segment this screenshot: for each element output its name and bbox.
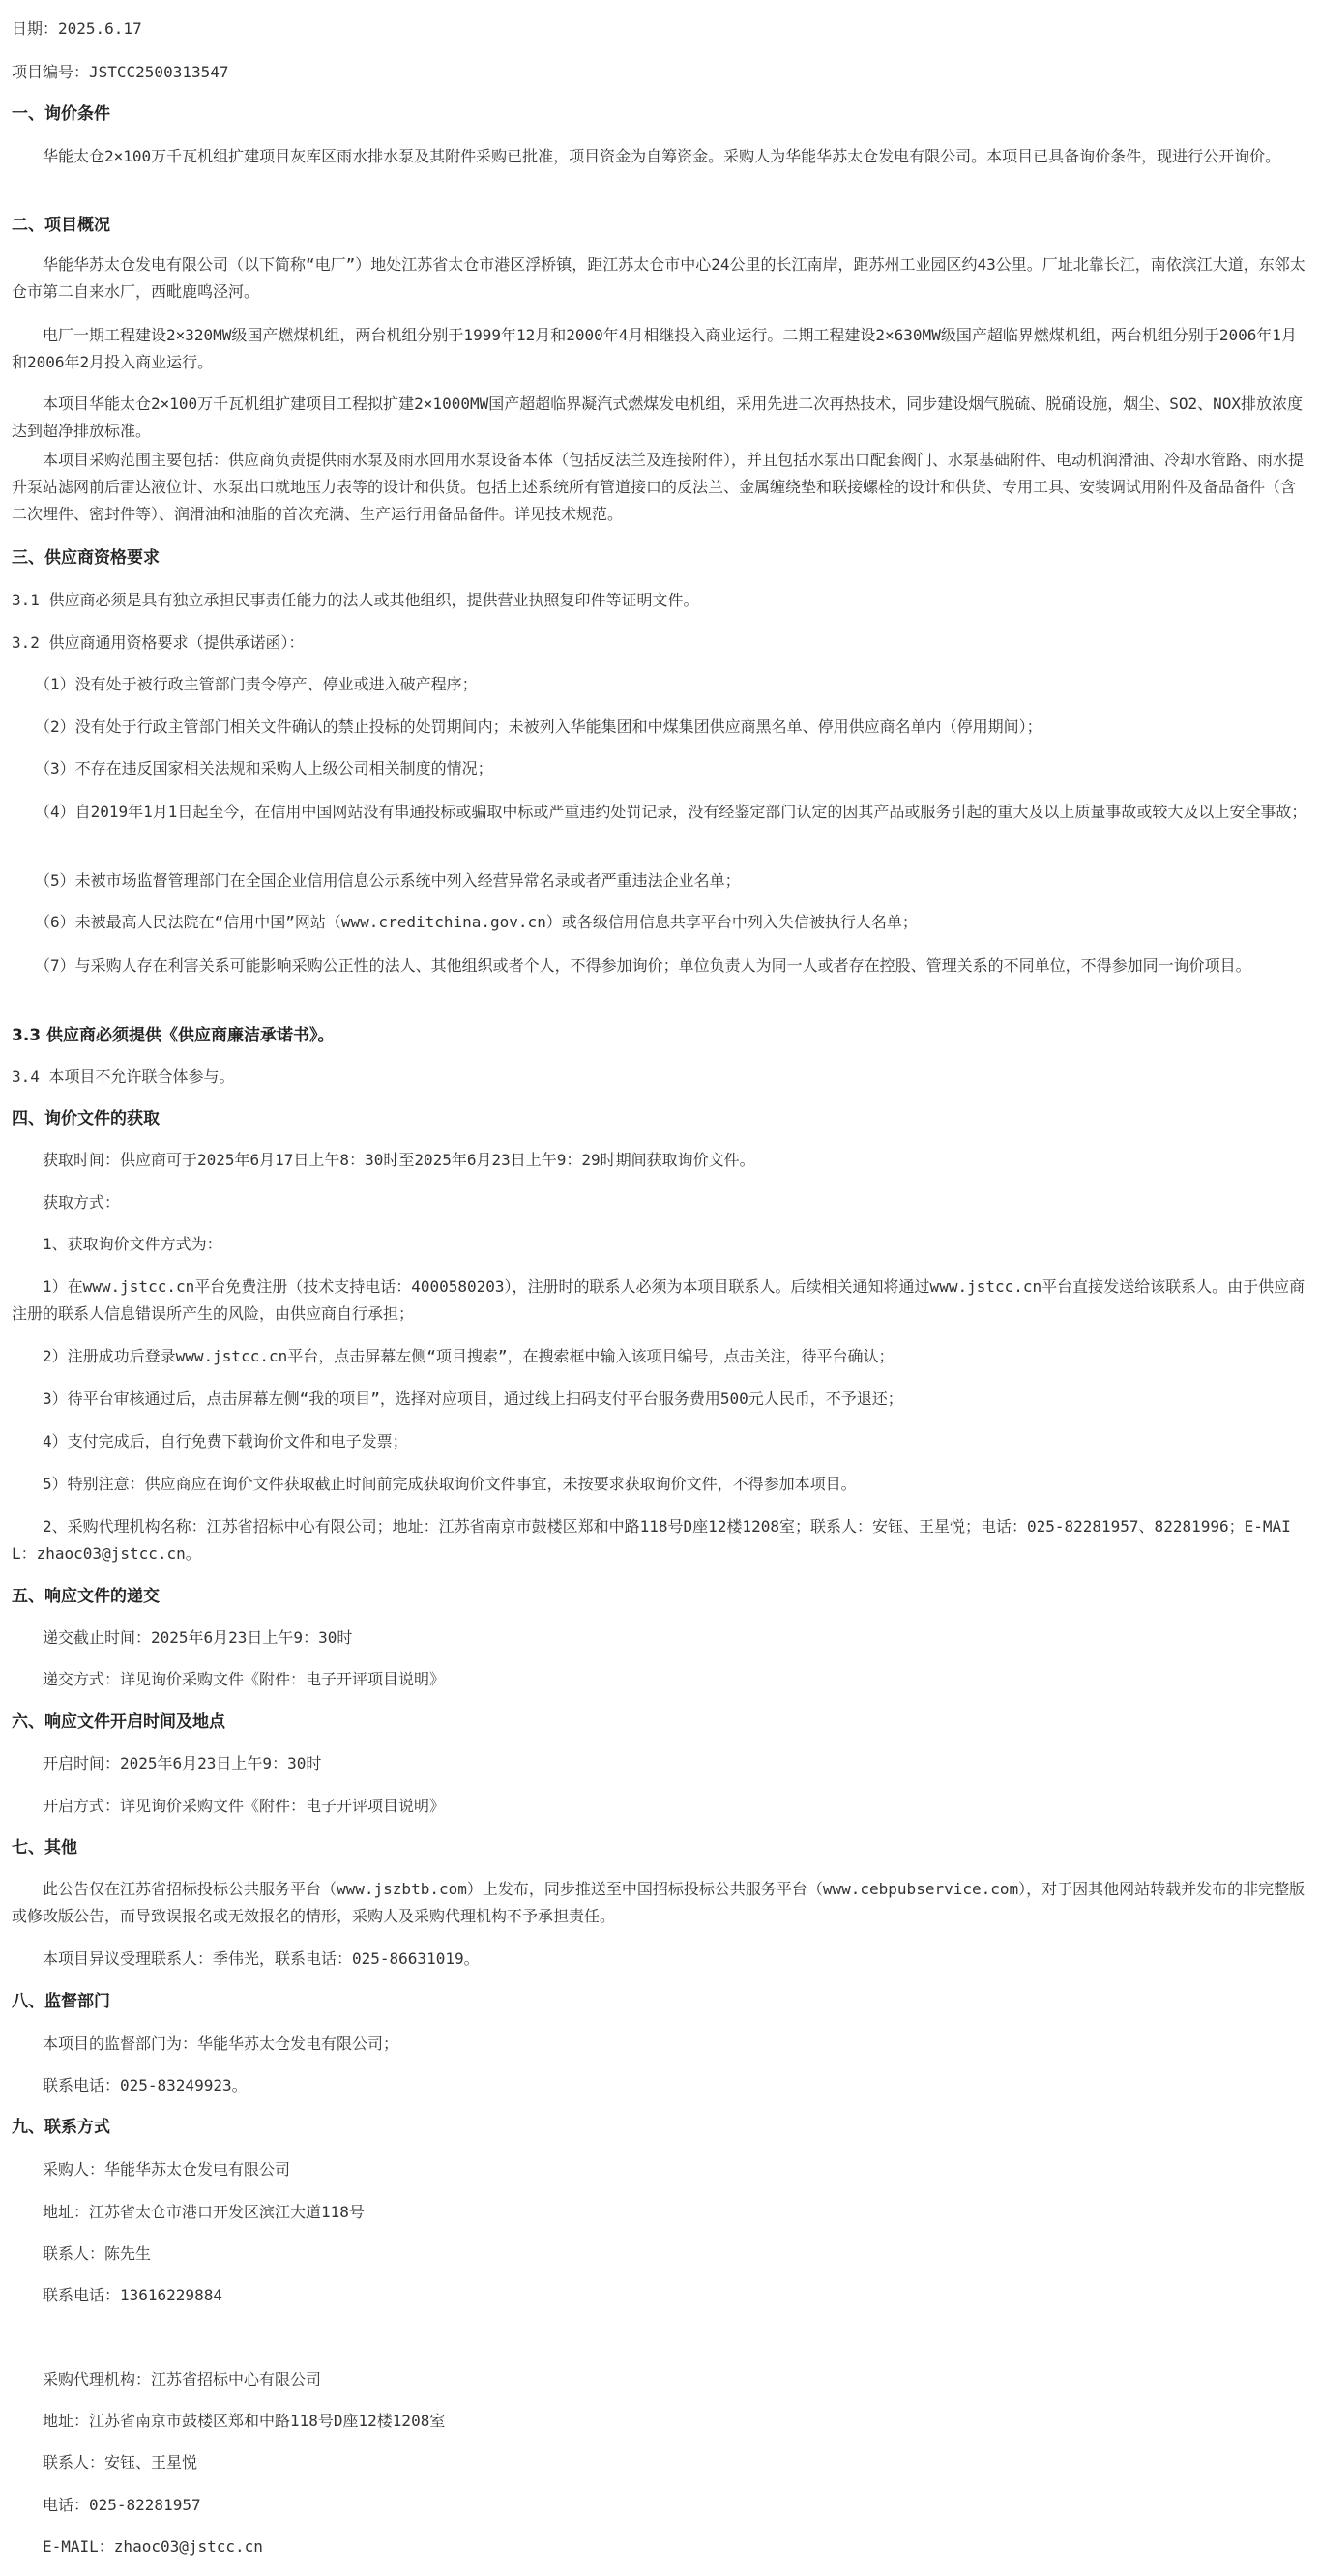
obtain-step-4: 4）支付完成后，自行免费下载询价文件和电子发票； — [12, 1432, 408, 1450]
obtain-method-1: 1、获取询价文件方式为： — [12, 1235, 222, 1253]
supervision-department: 本项目的监督部门为：华能华苏太仓发电有限公司； — [12, 2034, 399, 2053]
obtain-method-label: 获取方式： — [12, 1193, 121, 1212]
qualification-item-5: （5）未被市场监督管理部门在全国企业信用信息公示系统中列入经营异常名录或者严重违法企业名单； — [12, 871, 741, 890]
section-title-opening: 六、响应文件开启时间及地点 — [12, 1712, 225, 1732]
supervision-phone: 联系电话：025-83249923。 — [12, 2076, 248, 2094]
agent-contact: 联系人：安钰、王星悦 — [12, 2453, 198, 2472]
qualification-item-3: （3）不存在违反国家相关法规和采购人上级公司相关制度的情况； — [12, 759, 493, 777]
qualification-item-4: （4）自2019年1月1日起至今，在信用中国网站没有串通投标或骗取中标或严重违约处罚记录，没有经鉴定部门认定的因其产品或服务引起的重大及以上质量事故或较大及以上安全事故； — [12, 803, 1307, 821]
overview-paragraph-2: 电厂一期工程建设2×320MW级国产燃煤机组，两台机组分别于1999年12月和2000年4月相继投入商业运行。二期工程建设2×630MW级国产超临界燃煤机组，两台机组分别于2006年1月和2006年2月投入商业运行。 — [12, 326, 1297, 371]
opening-time: 开启时间：2025年6月23日上午9：30时 — [12, 1754, 322, 1772]
obtain-step-1: 1）在www.jstcc.cn平台免费注册（技术支持电话：4000580203），注册时的联系人必须为本项目联系人。后续相关通知将通过www.jstcc.cn平台直接发送给该联系人。由于供应商注册的联系人信息错误所产生的风险，由供应商自行承担； — [12, 1277, 1305, 1323]
agent-email: E-MAIL：zhaoc03@jstcc.cn — [12, 2537, 263, 2556]
inquiry-conditions-text: 华能太仓2×100万千瓦机组扩建项目灰库区雨水排水泵及其附件采购已批准，项目资金为自筹资金。采购人为华能华苏太仓发电有限公司。本项目已具备询价条件，现进行公开询价。 — [12, 147, 1281, 165]
other-paragraph-2: 本项目异议受理联系人：季伟光，联系电话：025-86631019。 — [12, 1949, 480, 1968]
section-title-response-submission: 五、响应文件的递交 — [12, 1587, 160, 1606]
qualification-item-6: （6）未被最高人民法院在“信用中国”网站（www.creditchina.gov.cn）或各级信用信息共享平台中列入失信被执行人名单； — [12, 913, 918, 931]
date-line: 日期：2025.6.17 — [12, 19, 142, 38]
project-number-line: 项目编号：JSTCC2500313547 — [12, 63, 229, 81]
section-title-other: 七、其他 — [12, 1838, 77, 1858]
qualification-3-1: 3.1 供应商必须是具有独立承担民事责任能力的法人或其他组织，提供营业执照复印件等证明文件。 — [12, 591, 699, 609]
agent-address: 地址：江苏省南京市鼓楼区郑和中路118号D座12楼1208室 — [12, 2412, 446, 2430]
agent-name: 采购代理机构：江苏省招标中心有限公司 — [12, 2370, 322, 2388]
submission-deadline: 递交截止时间：2025年6月23日上午9：30时 — [12, 1628, 353, 1647]
qualification-3-2: 3.2 供应商通用资格要求（提供承诺函）： — [12, 633, 305, 652]
agency-info: 2、采购代理机构名称：江苏省招标中心有限公司；地址：江苏省南京市鼓楼区郑和中路118号D座12楼1208室；联系人：安钰、王星悦；电话：025-82281957、82281996；E-MAIL：zhaoc03@jstcc.cn。 — [12, 1517, 1291, 1563]
overview-paragraph-4: 本项目采购范围主要包括：供应商负责提供雨水泵及雨水回用水泵设备本体（包括反法兰及连接附件），并且包括水泵出口配套阀门、水泵基础附件、电动机润滑油、冷却水管路、雨水提升泵站滤网前后雷达液位计、水泵出口就地压力表等的设计和供货。包括上述系统所有管道接口的反法兰、金属缠绕垫和联接螺栓的设计和供货、专用工具、安装调试用附件及备品备件（含二次埋件、密封件等）、润滑油和油脂的首次充满、生产运行用备品备件。详见技术规范。 — [12, 451, 1305, 523]
obtain-step-5: 5）特别注意：供应商应在询价文件获取截止时间前完成获取询价文件事宜，未按要求获取询价文件，不得参加本项目。 — [12, 1475, 857, 1493]
overview-paragraph-1: 华能华苏太仓发电有限公司（以下简称“电厂”）地处江苏省太仓市港区浮桥镇，距江苏太仓市中心24公里的长江南岸，距苏州工业园区约43公里。厂址北靠长江，南依滨江大道，东邻太仓市第二自来水厂，西毗鹿鸣泾河。 — [12, 255, 1305, 301]
qualification-3-3: 3.3 供应商必须提供《供应商廉洁承诺书》。 — [12, 1026, 335, 1045]
section-title-inquiry-conditions: 一、询价条件 — [12, 104, 110, 124]
buyer-contact: 联系人：陈先生 — [12, 2244, 152, 2263]
qualification-item-2: （2）没有处于行政主管部门相关文件确认的禁止投标的处罚期间内；未被列入华能集团和中煤集团供应商黑名单、停用供应商名单内（停用期间）； — [12, 717, 1042, 736]
section-title-project-overview: 二、项目概况 — [12, 216, 110, 235]
agent-phone: 电话：025-82281957 — [12, 2496, 201, 2514]
qualification-item-7: （7）与采购人存在利害关系可能影响采购公正性的法人、其他组织或者个人，不得参加询价；单位负责人为同一人或者存在控股、管理关系的不同单位，不得参加同一询价项目。 — [12, 956, 1251, 975]
qualification-item-1: （1）没有处于被行政主管部门责令停产、停业或进入破产程序； — [12, 675, 478, 693]
section-title-obtain-documents: 四、询价文件的获取 — [12, 1109, 160, 1128]
other-paragraph-1: 此公告仅在江苏省招标投标公共服务平台（www.jszbtb.com）上发布，同步推送至中国招标投标公共服务平台（www.cebpubservice.com），对于因其他网站转载并发布的非完整版或修改版公告，而导致误报名或无效报名的情形，采购人及采购代理机构不予承担责任。 — [12, 1880, 1305, 1925]
section-title-contacts: 九、联系方式 — [12, 2118, 110, 2137]
buyer-phone: 联系电话：13616229884 — [12, 2286, 222, 2304]
obtain-step-2: 2）注册成功后登录www.jstcc.cn平台，点击屏幕左侧“项目搜索”，在搜索框中输入该项目编号，点击关注，待平台确认； — [12, 1347, 895, 1365]
section-title-supervision: 八、监督部门 — [12, 1992, 110, 2011]
section-title-supplier-qualifications: 三、供应商资格要求 — [12, 548, 160, 568]
obtain-step-3: 3）待平台审核通过后，点击屏幕左侧“我的项目”，选择对应项目，通过线上扫码支付平台服务费用500元人民币，不予退还； — [12, 1390, 903, 1408]
obtain-time: 获取时间：供应商可于2025年6月17日上午8：30时至2025年6月23日上午9：29时期间获取询价文件。 — [12, 1151, 755, 1169]
submission-method: 递交方式：详见询价采购文件《附件：电子开评项目说明》 — [12, 1670, 446, 1688]
overview-paragraph-3: 本项目华能太仓2×100万千瓦机组扩建项目工程拟扩建2×1000MW国产超超临界凝汽式燃煤发电机组，采用先进二次再热技术，同步建设烟气脱硫、脱硝设施，烟尘、SO2、NOX排放浓度达到超净排放标准。 — [12, 395, 1304, 440]
opening-method: 开启方式：详见询价采购文件《附件：电子开评项目说明》 — [12, 1797, 446, 1815]
buyer-address: 地址：江苏省太仓市港口开发区滨江大道118号 — [12, 2203, 365, 2221]
qualification-3-4: 3.4 本项目不允许联合体参与。 — [12, 1068, 235, 1086]
buyer-name: 采购人：华能华苏太仓发电有限公司 — [12, 2160, 291, 2179]
